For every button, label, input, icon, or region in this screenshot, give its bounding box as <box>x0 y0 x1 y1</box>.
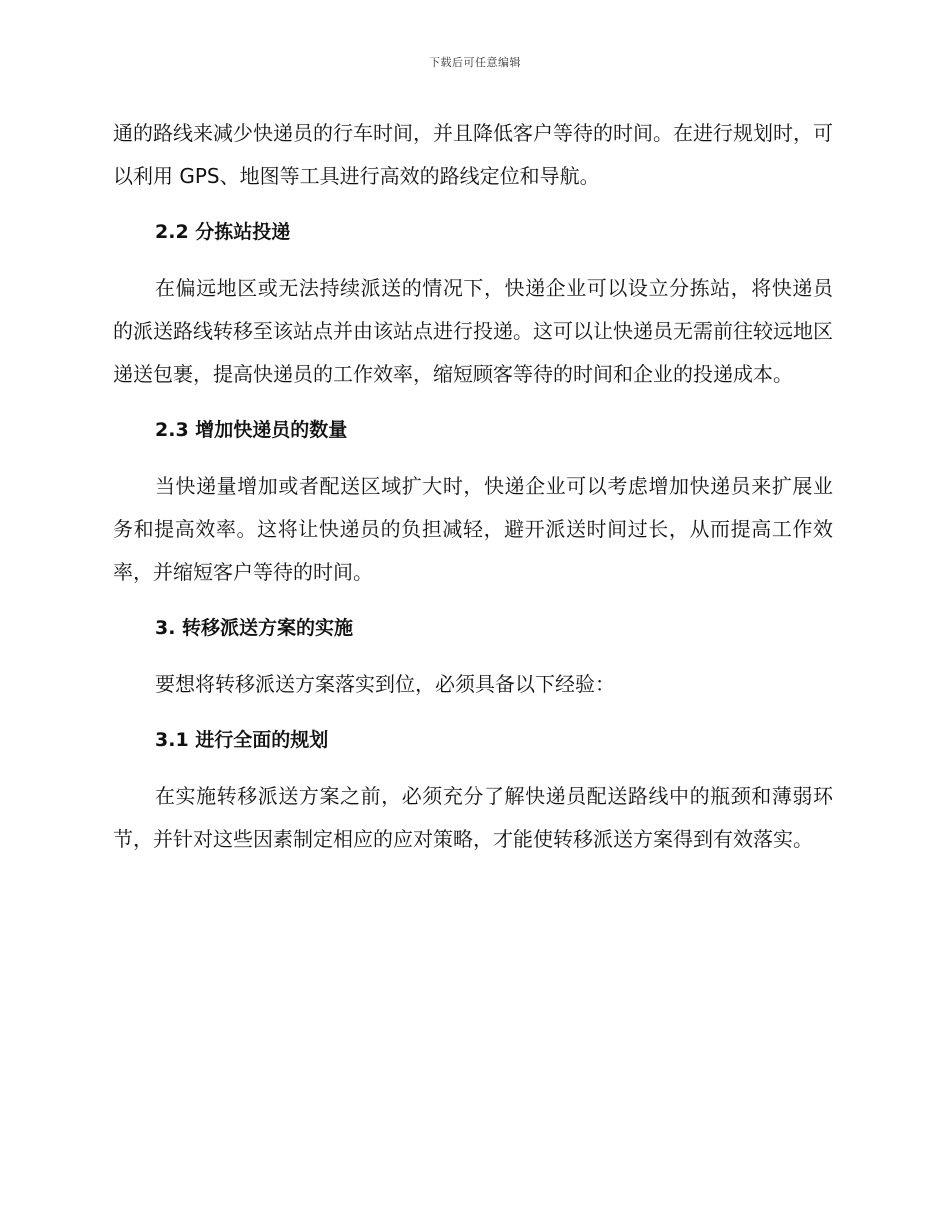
paragraph-sorting-station: 在偏远地区或无法持续派送的情况下，快递企业可以设立分拣站，将快递员的派送路线转移至该站点并由该站点进行投递。这可以让快递员无需前往较远地区递送包裹，提高快递员的工作效率，缩短顾客等待的时间和企业的投递成本。 <box>113 276 833 386</box>
paragraph-routing-continued: 通的路线来减少快递员的行车时间，并且降低客户等待的时间。在进行规划时，可以利用 GPS、地图等工具进行高效的路线定位和导航。 <box>113 121 833 188</box>
document-body <box>113 112 833 861</box>
section-heading-2-3: 2.3 增加快递员的数量 <box>155 419 348 441</box>
section-heading-3-1: 3.1 进行全面的规划 <box>155 729 329 751</box>
header-note: 下载后可任意编辑 <box>429 56 521 69</box>
paragraph-more-couriers: 当快递量增加或者配送区域扩大时，快递企业可以考虑增加快递员来扩展业务和提高效率。这将让快递员的负担减轻，避开派送时间过长，从而提高工作效率，并缩短客户等待的时间。 <box>113 474 833 584</box>
section-heading-3: 3. 转移派送方案的实施 <box>155 617 354 639</box>
section-heading-2-2: 2.2 分拣站投递 <box>155 221 291 243</box>
paragraph-full-planning: 在实施转移派送方案之前，必须充分了解快递员配送路线中的瓶颈和薄弱环节，并针对这些因素制定相应的应对策略，才能使转移派送方案得到有效落实。 <box>113 784 833 851</box>
paragraph-implementation-intro: 要想将转移派送方案落实到位，必须具备以下经验： <box>155 672 615 696</box>
